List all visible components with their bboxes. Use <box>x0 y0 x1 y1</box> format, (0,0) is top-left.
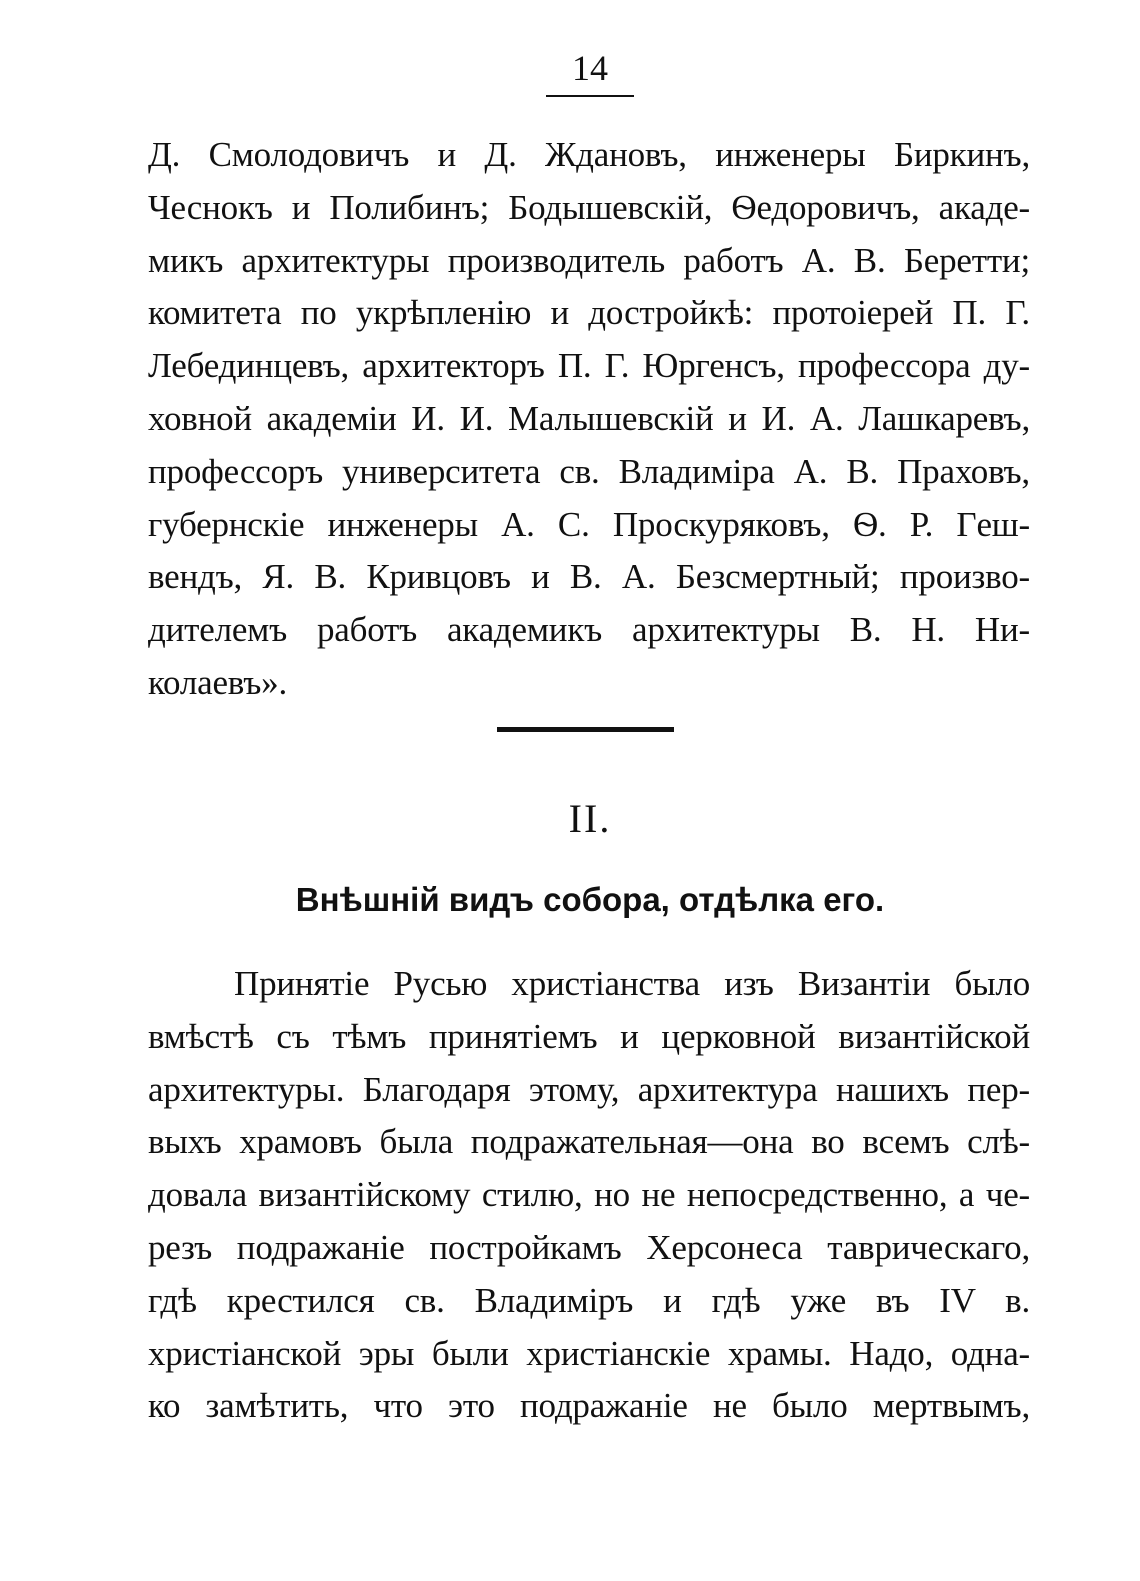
text-line: вмѣстѣ съ тѣмъ принятіемъ и церковной византійской <box>148 1016 1030 1056</box>
section-divider <box>497 727 674 732</box>
text-line: довала византійскому стилю, но не непосредственно, а че- <box>148 1175 1030 1215</box>
text-line: Д. Смолодовичъ и Д. Ждановъ, инженеры Биркинъ, <box>148 135 1030 174</box>
text-line: ко замѣтить, что это подражаніе не было мертвымъ, <box>148 1386 1030 1426</box>
text-line: гдѣ крестился св. Владиміръ и гдѣ уже въ IV в. <box>148 1280 1030 1320</box>
section-number: II. <box>568 796 612 841</box>
text-line: ховной академіи И. И. Малышевскій и И. А. Лашкаревъ, <box>148 398 1030 438</box>
text-line: резъ подражаніе постройкамъ Херсонеса таврическаго, <box>148 1227 1030 1267</box>
text-line: вендъ, Я. В. Кривцовъ и В. А. Безсмертный; произво- <box>148 557 1030 597</box>
text-line: архитектуры. Благодаря этому, архитектура нашихъ пер- <box>148 1069 1030 1109</box>
text-line: Чеснокъ и Полибинъ; Бодышевскій, Ѳедоровичъ, акаде- <box>148 187 1030 227</box>
page-number: 14 <box>572 48 608 88</box>
text-line: микъ архитектуры производитель работъ А. В. Беретти; <box>148 240 1030 280</box>
text-line: Лебединцевъ, архитекторъ П. Г. Юргенсъ, профессора ду- <box>148 346 1030 386</box>
text-line: христіанской эры были христіанскіе храмы. Надо, одна- <box>148 1333 1030 1373</box>
text-line: профессоръ университета св. Владиміра А. В. Праховъ, <box>148 451 1030 491</box>
text-line: Принятіе Русью христіанства изъ Византіи было <box>234 964 1030 1003</box>
text-line: комитета по укрѣпленію и достройкѣ: протоіерей П. Г. <box>148 293 1030 333</box>
text-line: колаевъ». <box>148 662 288 702</box>
section-title: Внѣшній видъ собора, отдѣлка его. <box>295 881 885 918</box>
page-number-underline <box>546 95 634 97</box>
continuation-paragraph <box>148 129 1030 710</box>
section-paragraph <box>148 958 1030 1433</box>
text-line: дителемъ работъ академикъ архитектуры В. Н. Ни- <box>148 610 1030 650</box>
text-line: губернскіе инженеры А. С. Проскуряковъ, Ѳ. Р. Гeш- <box>148 504 1030 544</box>
text-line: выхъ храмовъ была подражательная—она во всемъ слѣ- <box>148 1122 1030 1162</box>
